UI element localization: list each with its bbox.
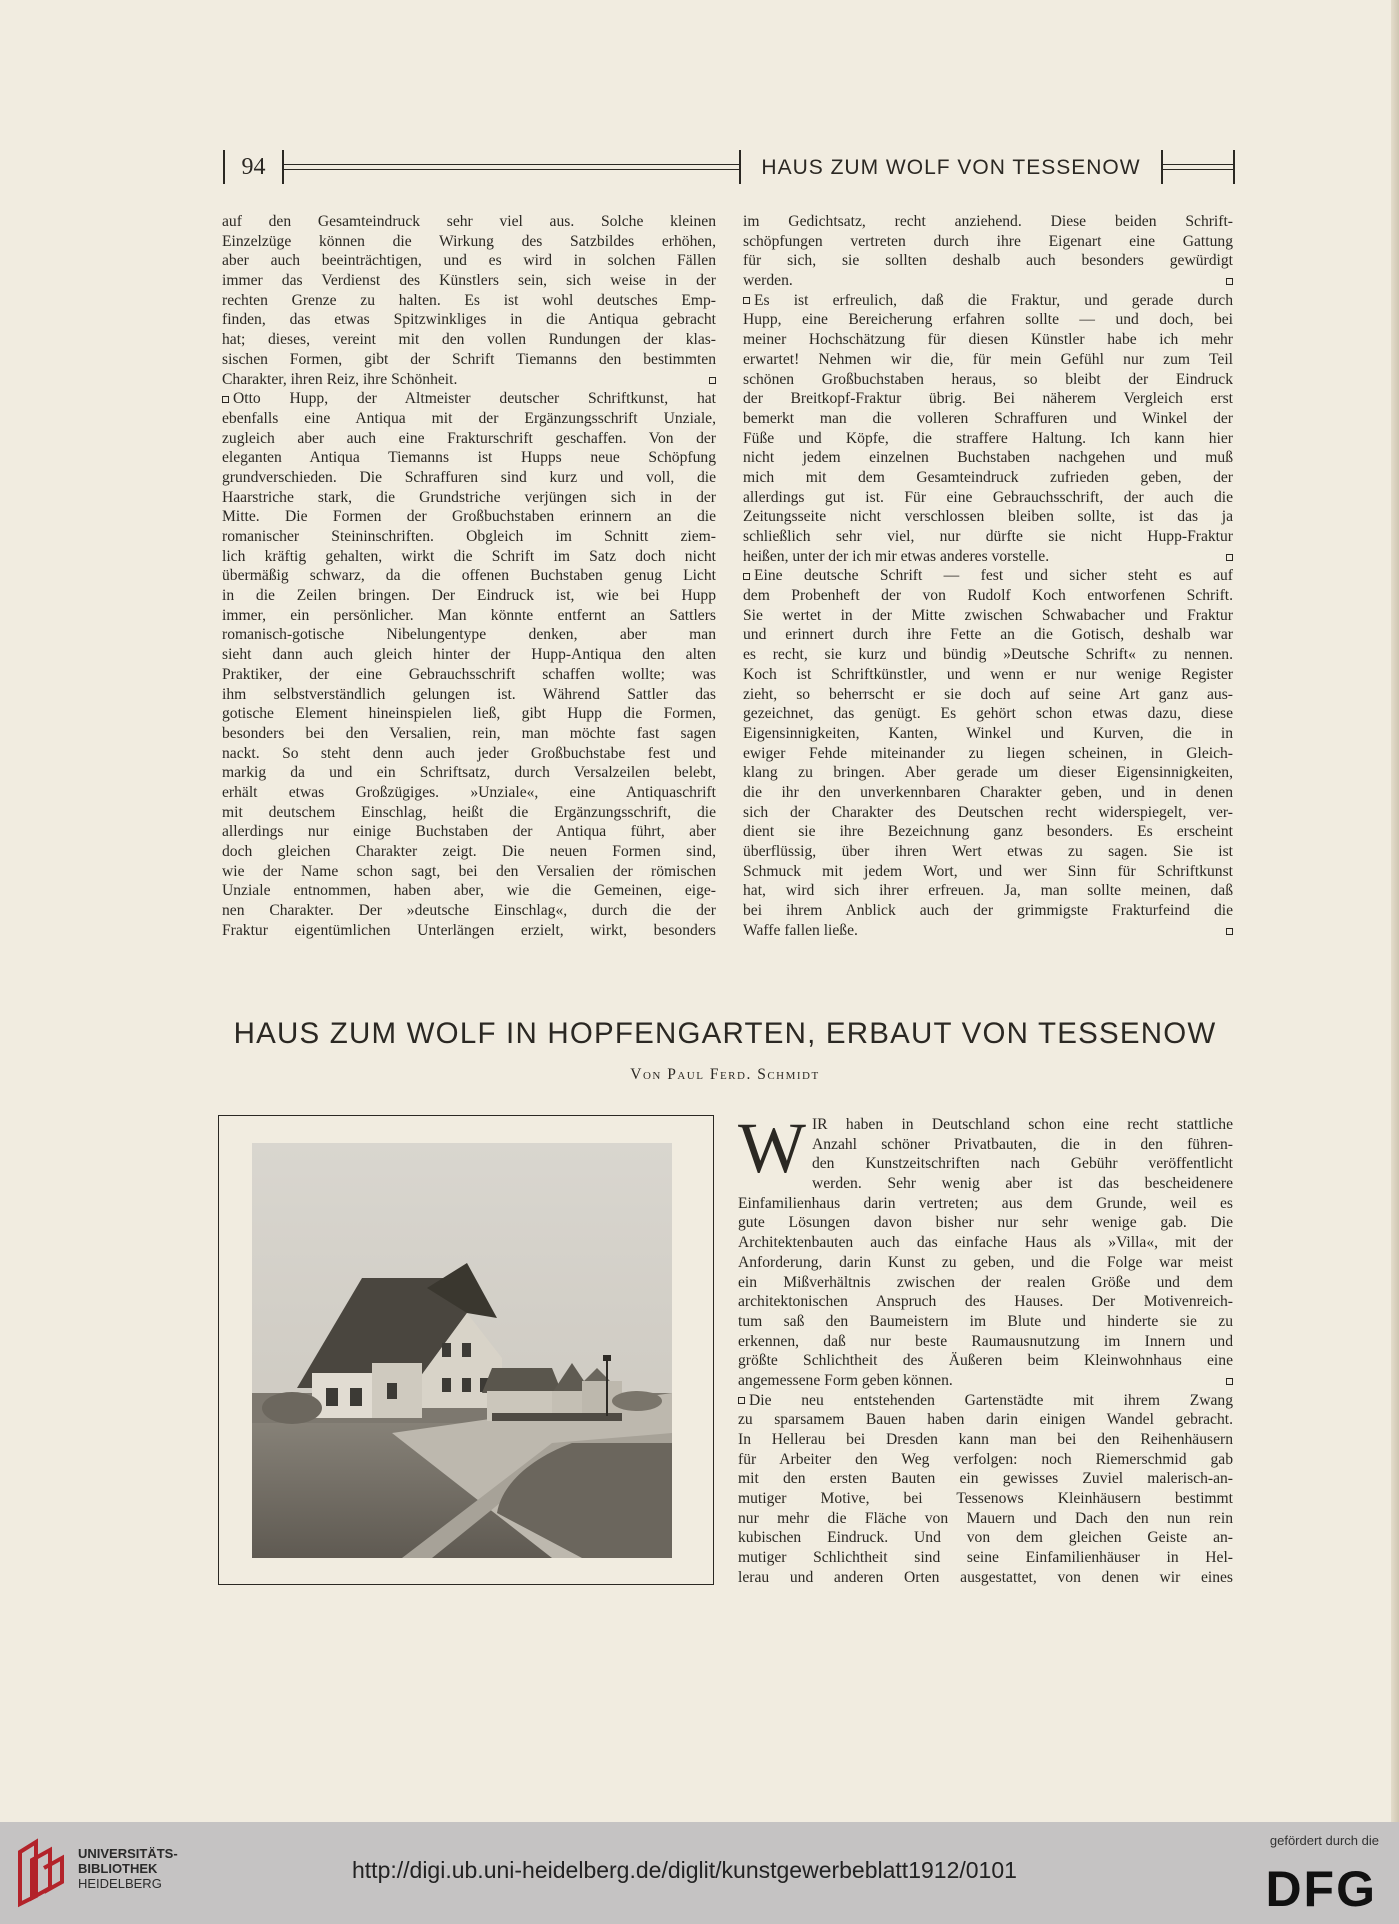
- text-line: für sich, sie sollten deshalb auch besonders gewürdigt: [743, 252, 1233, 270]
- library-name-line: BIBLIOTHEK: [78, 1861, 158, 1876]
- text-line: allerdings nur einige Buchstaben der Antiqua führt, aber: [222, 823, 716, 841]
- text-line: mit deutschem Einschlag, heißt die Ergänzungsschrift, die: [222, 803, 716, 821]
- text-line: Mitte. Die Formen der Großbuchstaben erinnern an die: [222, 508, 716, 526]
- text-line: romanisch-gotische Nibelungentype denken, aber man: [222, 626, 716, 644]
- article-body: [738, 1108, 1233, 1588]
- right-column: [743, 212, 1233, 940]
- paragraph-end-mark-icon: [1226, 928, 1233, 935]
- text-line: nackt. So steht denn auch jeder Großbuchstabe fest und: [222, 744, 716, 762]
- text-line: mich mit dem Gesamteindruck zufrieden geben, der: [743, 468, 1233, 486]
- text-line: allerdings gut ist. Für eine Gebrauchsschrift, der auch die: [743, 488, 1233, 506]
- text-line: zu sparsamem Bauen haben darin einigen Wandel gebracht.: [738, 1411, 1233, 1429]
- text-line: in die Zeilen bringen. Der Eindruck ist, wie bei Hupp: [222, 587, 716, 605]
- text-line: Füße und Köpfe, die straffere Haltung. Ich kann hier: [743, 429, 1233, 447]
- text-line: gute Lösungen davon bisher nur sehr wenige gab. Die: [738, 1214, 1233, 1232]
- text-line: bei ihrem Anblick auch der grimmigste Frakturfeind die: [743, 902, 1233, 920]
- text-line: doch gleichen Charakter zeigt. Die neuen Formen sind,: [222, 843, 716, 860]
- text-line: meiner Hochschätzung für diesen Künstler habe ich mehr: [743, 331, 1233, 349]
- text-line: In Hellerau bei Dresden kann man bei den Reihenhäusern: [738, 1431, 1233, 1448]
- text-line: erwartet! Nehmen wir die, für mein Gefühl nur zum Teil: [743, 350, 1233, 368]
- text-line: Eine deutsche Schrift — fest und sicher steht es auf: [743, 566, 1233, 586]
- text-line: der Breitkopf-Fraktur übrig. Bei näherem Vergleich erst: [743, 390, 1233, 408]
- text-line: Anzahl schöner Privatbauten, die in den führen-: [811, 1135, 1233, 1153]
- text-line: im Gedichtsatz, recht anziehend. Diese beiden Schrift-: [743, 213, 1233, 230]
- text-line: die ihr den unverkennbaren Charakter geben, und in denen: [743, 783, 1233, 801]
- text-line: hat; dieses, vereint mit den vollen Rundungen der klas-: [222, 331, 716, 349]
- text-line: werden. Sehr wenig aber ist das bescheidenere: [811, 1175, 1233, 1193]
- text-line: Einfamilienhaus darin vertreten; aus dem Grunde, weil es: [738, 1194, 1233, 1212]
- paragraph-mark-icon: [738, 1397, 745, 1404]
- text-line: Hupp, eine Bereicherung erfahren sollte — und doch, bei: [743, 311, 1233, 329]
- text-line: ihm selbstverständlich gelungen ist. Während Sattler das: [222, 685, 716, 703]
- text-line: Eigensinnigkeiten, Kanten, Winkel und Kurven, die in: [743, 724, 1233, 742]
- text-line: mutiger Motive, bei Tessenows Kleinhäusern bestimmt: [738, 1490, 1233, 1508]
- text-line: immer, ein persönlicher. Man könnte entfernt an Sattlers: [222, 606, 716, 624]
- text-line: überflüssig, über ihren Wert etwas zu sagen. Sie ist: [743, 843, 1233, 860]
- text-line: eleganten Antiqua Tiemanns ist Hupps neue Schöpfung: [222, 449, 716, 467]
- text-line: sischen Formen, gibt der Schrift Tiemanns den bestimmten: [222, 350, 716, 368]
- text-line: markig da und ein Schriftsatz, durch Versalzeilen belebt,: [222, 764, 716, 782]
- left-column: [222, 212, 716, 940]
- text-line: besonders bei den Versalien, rein, man möchte fast sagen: [222, 724, 716, 742]
- article-byline: Von Paul Ferd. Schmidt: [630, 1066, 820, 1083]
- text-line: schöpfungen vertreten durch ihre Eigenart eine Gattung: [743, 232, 1233, 250]
- text-line: ein Mißverhältnis zwischen der realen Größe und dem: [738, 1273, 1233, 1291]
- text-line: Otto Hupp, der Altmeister deutscher Schriftkunst, hat: [222, 389, 716, 409]
- permalink-url[interactable]: http://digi.ub.uni-heidelberg.de/diglit/kunstgewerbeblatt1912/0101: [352, 1857, 1017, 1883]
- text-line: Anforderung, darin Kunst zu geben, und die Folge war meist: [738, 1253, 1233, 1271]
- library-name-line: UNIVERSITÄTS-: [78, 1846, 178, 1861]
- text-line: Sie wertet in der Mitte zwischen Schwabacher und Fraktur: [743, 606, 1233, 624]
- text-line: dem Probenheft der von Rudolf Koch entworfenen Schrift.: [743, 587, 1233, 605]
- text-line: mutiger Schlichtheit sind seine Einfamilienhäuser in Hel-: [738, 1549, 1233, 1567]
- text-line: sieht dann auch gleich hinter der Hupp-Antiqua den alten: [222, 646, 716, 664]
- paragraph-end-mark-icon: [1226, 278, 1233, 285]
- text-line: Architektenbauten auch das einfache Haus als »Villa«, mit der: [738, 1234, 1233, 1252]
- text-line: aber auch beeinträchtigen, und es wird in solchen Fällen: [222, 252, 716, 270]
- text-line: finden, das etwas Spitzwinkliges in die Antiqua gebracht: [222, 311, 716, 329]
- text-line: schließlich sehr viel, nur dürfte sie nicht Hupp-Fraktur: [743, 528, 1233, 545]
- text-line: klang zu bringen. Aber gerade um dieser Eigensinnigkeiten,: [743, 764, 1233, 782]
- text-line: Waffe fallen ließe.: [743, 921, 1233, 941]
- house-photo-image: [252, 1143, 672, 1558]
- text-line: nur mehr die Fläche von Mauern und Dach den nun rein: [738, 1509, 1233, 1527]
- text-line: dient sie ihre Bezeichnung ganz besonders. Es erscheint: [743, 823, 1233, 841]
- text-line: übermäßig schwarz, da die offenen Buchstaben genug Licht: [222, 567, 716, 585]
- text-line: gezeichnet, das genügt. Es gehört schon etwas dazu, diese: [743, 705, 1233, 723]
- dfg-logo: DFG: [1265, 1861, 1377, 1917]
- scan-edge: [1391, 0, 1399, 1822]
- house-photo: [252, 1143, 672, 1558]
- text-line: größte Schlichtheit des Äußeren beim Kleinwohnhaus eine: [738, 1352, 1233, 1370]
- head-rule-left: [282, 164, 739, 170]
- paragraph-mark-icon: [743, 297, 750, 304]
- text-line: Haarstriche stark, die Grundstriche verjüngen sich in der: [222, 488, 716, 506]
- text-line: Unziale entnommen, haben aber, wie die Gemeinen, eige-: [222, 882, 716, 900]
- text-line: gotische Element hineinspielen ließ, gibt Hupp die Formen,: [222, 705, 716, 723]
- running-title: HAUS ZUM WOLF VON TESSENOW: [739, 150, 1163, 184]
- text-line: angemessene Form geben können.: [738, 1371, 1233, 1391]
- text-line: Praktiker, der eine Gebrauchsschrift schaffen wollte; was: [222, 665, 716, 683]
- paragraph-end-mark-icon: [709, 377, 716, 384]
- text-line: für Arbeiter den Weg verfolgen: noch Riemerschmid gab: [738, 1450, 1233, 1468]
- paragraph-mark-icon: [222, 396, 229, 403]
- text-line: Zeitungsseite nicht verschlossen bleiben sollte, ist das ja: [743, 508, 1233, 526]
- text-line: mit den ersten Bauten ein gewisses Zuviel malerisch-an-: [738, 1470, 1233, 1488]
- paragraph-end-mark-icon: [1226, 1378, 1233, 1385]
- text-line: lerau und anderen Orten ausgestattet, von denen wir eines: [738, 1568, 1233, 1586]
- text-line: heißen, unter der ich mir etwas anderes vorstelle.: [743, 547, 1233, 567]
- library-name-line: HEIDELBERG: [78, 1876, 162, 1891]
- drop-cap: W: [738, 1108, 806, 1188]
- text-line: ewiger Fehde miteinander zu liegen scheinen, in Gleich-: [743, 744, 1233, 762]
- page-number: 94: [223, 150, 284, 184]
- text-line: Koch ist Schriftkünstler, und wenn er nur wenige Register: [743, 665, 1233, 683]
- text-line: rechten Grenze zu halten. Es ist wohl deutsches Emp-: [222, 291, 716, 309]
- text-line: hat, wird sich ihrer erfreuen. Ja, man sollte meinen, daß: [743, 882, 1233, 900]
- text-line: kubischen Eindruck. Und von dem gleichen Geiste an-: [738, 1529, 1233, 1547]
- text-line: IR haben in Deutschland schon eine recht stattliche: [811, 1116, 1233, 1133]
- text-line: Die neu entstehenden Gartenstädte mit ihrem Zwang: [738, 1391, 1233, 1411]
- text-line: und erinnert durch ihre Fette an die Gotisch, deshalb war: [743, 626, 1233, 644]
- text-line: tum saß den Baumeistern im Blute und hinderte sie zu: [738, 1312, 1233, 1330]
- text-line: den Kunstzeitschriften nach Gebühr veröffentlicht: [811, 1155, 1233, 1173]
- text-line: schönen Großbuchstaben heraus, so bleibt der Eindruck: [743, 370, 1233, 388]
- paragraph-end-mark-icon: [1226, 554, 1233, 561]
- text-line: immer das Verdienst des Künstlers sein, sich weise in der: [222, 272, 716, 290]
- head-end-bar: [1233, 150, 1235, 184]
- text-line: es recht, sie kurz und bündig »Deutsche Schrift« zu nennen.: [743, 646, 1233, 664]
- paragraph-mark-icon: [743, 573, 750, 580]
- text-line: zugleich aber auch eine Frakturschrift geschaffen. Von der: [222, 429, 716, 447]
- text-line: Fraktur eigentümlichen Unterlängen erzielt, wirkt, besonders: [222, 921, 716, 939]
- text-line: nicht jedem einzelnen Buchstaben nachgehen und muß: [743, 449, 1233, 467]
- text-line: bemerkt man die volleren Schraffuren und Winkel der: [743, 409, 1233, 427]
- text-line: erhält etwas Großzügiges. »Unziale«, eine Antiquaschrift: [222, 783, 716, 801]
- university-library-logo: [16, 1838, 66, 1908]
- text-line: auf den Gesamteindruck sehr viel aus. Solche kleinen: [222, 213, 716, 230]
- text-line: Einzelzüge können die Wirkung des Satzbildes erhöhen,: [222, 232, 716, 250]
- text-line: Es ist erfreulich, daß die Fraktur, und gerade durch: [743, 291, 1233, 311]
- text-line: romanischer Steininschriften. Obgleich im Schnitt ziem-: [222, 528, 716, 545]
- library-name: [78, 1846, 178, 1891]
- article-title: HAUS ZUM WOLF IN HOPFENGARTEN, ERBAUT VON TESSENOW: [233, 1017, 1217, 1050]
- text-line: wie der Name schon sagt, bei den Versalien der römischen: [222, 862, 716, 880]
- text-line: zieht, so beherrscht er sie doch auf seine Art ganz aus-: [743, 685, 1233, 703]
- text-line: Charakter, ihren Reiz, ihre Schönheit.: [222, 370, 716, 390]
- running-head: [223, 150, 1235, 184]
- sponsor-label: gefördert durch die: [1269, 1833, 1379, 1848]
- text-line: Schmuck mit jedem Wort, und wer Sinn für Schriftkunst: [743, 862, 1233, 880]
- text-line: lich kräftig gehalten, wirkt die Schrift im Satz doch nicht: [222, 547, 716, 565]
- text-line: grundverschieden. Die Schraffuren sind kurz und voll, die: [222, 468, 716, 486]
- text-line: architektonischen Anspruch des Hauses. Der Motivenreich-: [738, 1293, 1233, 1311]
- text-line: werden.: [743, 271, 1233, 291]
- text-line: erkennen, daß nur beste Raumausnutzung im Innern und: [738, 1332, 1233, 1350]
- text-line: nen Charakter. Der »deutsche Einschlag«, durch die der: [222, 902, 716, 920]
- text-line: sich der Charakter des Deutschen recht widerspiegelt, ver-: [743, 803, 1233, 821]
- text-line: ebenfalls eine Antiqua mit der Ergänzungsschrift Unziale,: [222, 409, 716, 427]
- head-rule-right: [1163, 164, 1235, 170]
